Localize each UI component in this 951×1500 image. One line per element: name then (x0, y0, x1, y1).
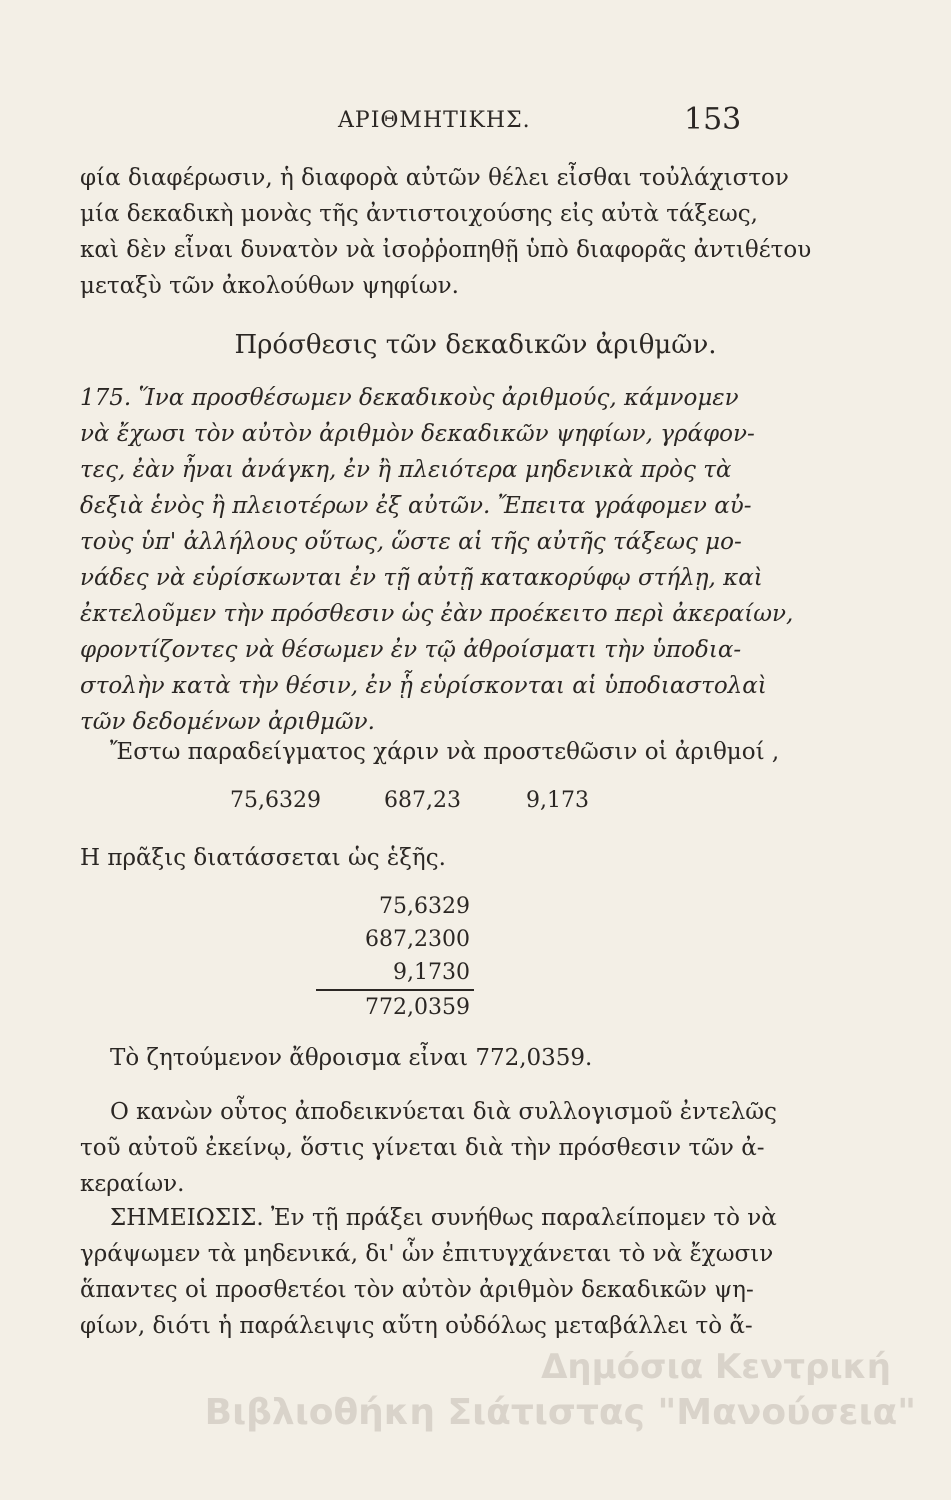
text-line: τοῦ αὐτοῦ ἐκείνῳ, ὅστις γίνεται διὰ τὴν πρόσθεσιν τῶν ἀ- (80, 1135, 765, 1161)
number-3: 9,173 (526, 788, 589, 813)
addition-column (300, 890, 470, 989)
addend-3: 9,1730 (393, 960, 470, 985)
text-line: Ο κανὼν οὗτος ἀποδεικνύεται διὰ συλλογισμοῦ ἐντελῶς (110, 1099, 777, 1125)
example-numbers (0, 788, 951, 824)
sum-total: 772,0359 (365, 995, 470, 1020)
text-line: στολὴν κατὰ τὴν θέσιν, ἐν ᾗ εὑρίσκονται αἱ ὑποδιαστολαὶ (80, 673, 767, 699)
library-watermark-line-1: Δημόσια Κεντρική (541, 1347, 891, 1387)
text-line: φροντίζοντες νὰ θέσωμεν ἐν τῷ ἀθροίσματι τὴν ὑποδια- (80, 637, 742, 663)
text-line: τοὺς ὑπ' ἀλλήλους οὕτως, ὥστε αἱ τῆς αὐτῆς τάξεως μο- (80, 529, 742, 555)
text-line: ΣΗΜΕΙΩΣΙΣ. Ἐν τῇ πράξει συνήθως παραλείπομεν τὸ νὰ (110, 1205, 777, 1231)
result-sentence: Τὸ ζητούμενον ἄθροισμα εἶναι 772,0359. (110, 1045, 593, 1071)
page-number: 153 (684, 102, 742, 137)
addend-2: 687,2300 (365, 927, 470, 952)
text-line: ἅπαντες οἱ προσθετέοι τὸν αὐτὸν ἀριθμὸν δεκαδικῶν ψη- (80, 1277, 754, 1303)
text-line: κεραίων. (80, 1171, 185, 1197)
text-line: μεταξὺ τῶν ἀκολούθων ψηφίων. (80, 273, 459, 299)
text-line: ἐκτελοῦμεν τὴν πρόσθεσιν ὡς ἐὰν προέκειτο περὶ ἀκεραίων, (80, 601, 794, 627)
example-intro: Ἔστω παραδείγματος χάριν νὰ προστεθῶσιν οἱ ἀριθμοί , (110, 739, 780, 765)
text-line: καὶ δὲν εἶναι δυνατὸν νὰ ἰσοῤῥοπηθῇ ὑπὸ διαφορᾶς ἀντιθέτου (80, 237, 812, 263)
text-line: τῶν δεδομένων ἀριθμῶν. (80, 709, 375, 735)
sum-rule-divider (316, 989, 474, 991)
text-line: τες, ἐὰν ἦναι ἀνάγκη, ἐν ἢ πλειότερα μηδενικὰ πρὸς τὰ (80, 457, 732, 483)
proof-paragraph (80, 1094, 900, 1202)
text-line: φίων, διότι ἡ παράλειψις αὕτη οὐδόλως μεταβάλλει τὸ ἄ- (80, 1313, 753, 1339)
paragraph-1 (80, 160, 900, 304)
number-2: 687,23 (384, 788, 461, 813)
section-heading: Πρόσθεσις τῶν δεκαδικῶν ἀριθμῶν. (234, 330, 717, 360)
operation-intro: Η πρᾶξις διατάσσεται ὡς ἑξῆς. (80, 845, 446, 871)
text-line: νάδες νὰ εὑρίσκωνται ἐν τῇ αὐτῇ κατακορύφῳ στήλῃ, καὶ (80, 565, 763, 591)
note-paragraph (80, 1200, 900, 1344)
running-title: ΑΡΙΘΜΗΤΙΚΗΣ. (338, 108, 531, 133)
text-line: μία δεκαδικὴ μονὰς τῆς ἀντιστοιχούσης εἰς αὐτὰ τάξεως, (80, 201, 758, 227)
text-line: φία διαφέρωσιν, ἡ διαφορὰ αὐτῶν θέλει εἶσθαι τοὐλάχιστον (80, 165, 789, 191)
addend-1: 75,6329 (379, 894, 470, 919)
text-line: νὰ ἔχωσι τὸν αὐτὸν ἀριθμὸν δεκαδικῶν ψηφίων, γράφον- (80, 421, 755, 447)
page-header (0, 102, 951, 148)
number-1: 75,6329 (230, 788, 321, 813)
text-line: δεξιὰ ἑνὸς ἢ πλειοτέρων ἐξ αὐτῶν. Ἔπειτα γράφομεν αὐ- (80, 493, 752, 519)
rule-paragraph (80, 380, 900, 740)
text-line: γράψωμεν τὰ μηδενικά, δι' ὧν ἐπιτυγχάνεται τὸ νὰ ἔχωσιν (80, 1241, 774, 1267)
library-watermark-line-2: Βιβλιοθήκη Σιάτιστας "Μανούσεια" (204, 1392, 916, 1433)
text-line: 175. Ἵνα προσθέσωμεν δεκαδικοὺς ἀριθμούς, κάμνομεν (80, 385, 739, 411)
